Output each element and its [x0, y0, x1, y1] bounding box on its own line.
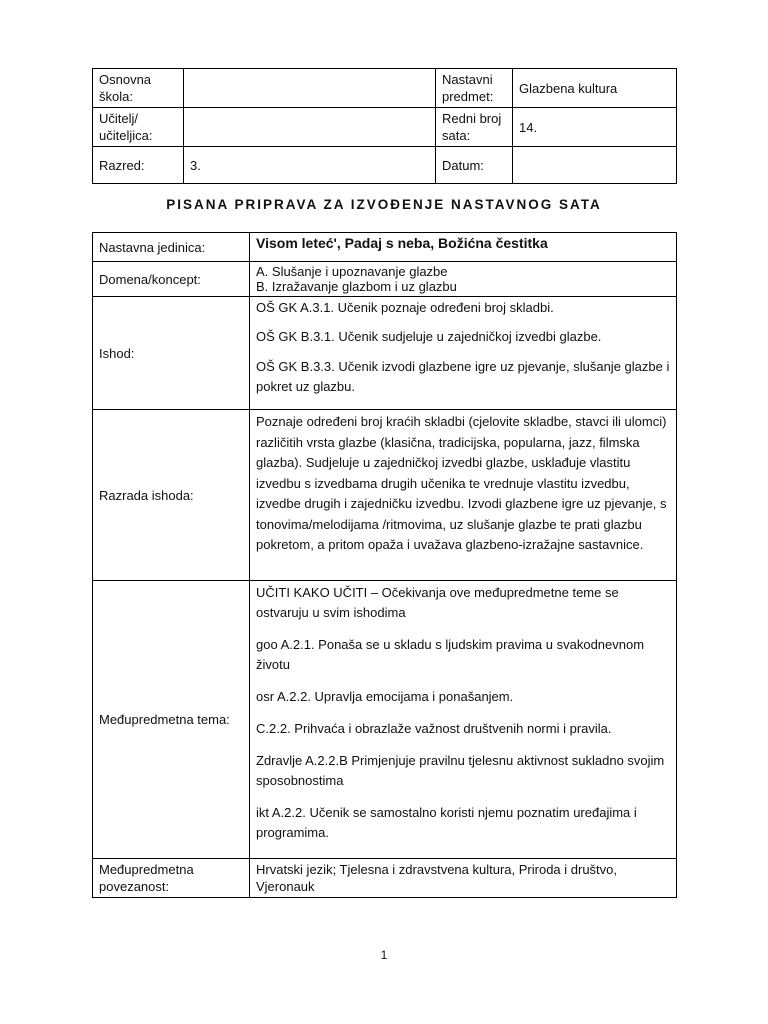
elaboration-label: Razrada ishoda: — [93, 410, 250, 581]
row-domain — [93, 262, 677, 297]
teacher-label: Učitelj/ učiteljica: — [93, 108, 184, 147]
outcome-item: OŠ GK B.3.3. Učenik izvodi glazbene igre uz pjevanje, slušanje glazbe i pokret uz glazbu. — [256, 359, 670, 394]
correlation-value: Hrvatski jezik; Tjelesna i zdravstvena kultura, Priroda i društvo, Vjeronauk — [250, 859, 677, 898]
header-row-school — [93, 69, 677, 108]
row-unit — [93, 233, 677, 262]
row-correlation — [93, 859, 677, 898]
outcome-item: OŠ GK B.3.1. Učenik sudjeluje u zajedničkoj izvedbi glazbe. — [256, 329, 602, 344]
date-label: Datum: — [436, 147, 513, 184]
teacher-value — [184, 108, 436, 147]
lesson-header-table — [92, 68, 677, 184]
grade-value: 3. — [184, 147, 436, 184]
lesson-number-value: 14. — [513, 108, 677, 147]
outcome-value — [250, 297, 677, 410]
outcome-item: OŠ GK A.3.1. Učenik poznaje određeni broj skladbi. — [256, 300, 554, 315]
unit-value — [250, 233, 677, 262]
outcome-label: Ishod: — [93, 297, 250, 410]
cross-curricular-item: C.2.2. Prihvaća i obrazlaže važnost društvenih normi i pravila. — [256, 721, 612, 736]
lesson-plan-table — [92, 232, 677, 898]
unit-label: Nastavna jedinica: — [93, 233, 250, 262]
subject-value: Glazbena kultura — [513, 69, 677, 108]
domain-line: A. Slušanje i upoznavanje glazbe — [256, 264, 448, 279]
page-number: 1 — [380, 948, 388, 962]
domain-value — [250, 262, 677, 297]
cross-curricular-item: osr A.2.2. Upravlja emocijama i ponašanjem. — [256, 689, 514, 704]
cross-curricular-item: ikt A.2.2. Učenik se samostalno koristi njemu poznatim uređajima i programima. — [256, 805, 637, 840]
cross-curricular-item: goo A.2.1. Ponaša se u skladu s ljudskim pravima u svakodnevnom životu — [256, 637, 645, 672]
cross-curricular-label: Međupredmetna tema: — [93, 581, 250, 859]
lesson-number-label: Redni broj sata: — [436, 108, 513, 147]
school-label: Osnovna škola: — [93, 69, 184, 108]
header-row-teacher — [93, 108, 677, 147]
grade-label: Razred: — [93, 147, 184, 184]
domain-line: B. Izražavanje glazbom i uz glazbu — [256, 279, 457, 294]
cross-curricular-item: UČITI KAKO UČITI – Očekivanja ove međupredmetne teme se ostvaruju u svim ishodima — [256, 585, 619, 620]
subject-label: Nastavni predmet: — [436, 69, 513, 108]
header-row-grade — [93, 147, 677, 184]
cross-curricular-value — [250, 581, 677, 859]
school-value — [184, 69, 436, 108]
cross-curricular-item: Zdravlje A.2.2.B Primjenjuje pravilnu tjelesnu aktivnost sukladno svojim sposobnostima — [256, 753, 665, 788]
row-outcome — [93, 297, 677, 410]
domain-label: Domena/koncept: — [93, 262, 250, 297]
date-value — [513, 147, 677, 184]
unit-title: Visom leteć', Padaj s neba, Božićna čestitka — [256, 235, 548, 251]
row-cross-curricular — [93, 581, 677, 859]
elaboration-value: Poznaje određeni broj kraćih skladbi (cjelovite skladbe, stavci ili ulomci) različitih vrsta glazbe (klasična, tradicijska, popularna, jazz, filmska glazba). Sudjeluje u zajedničkoj izvedbi glazbe, usklađuje vlastitu izvedbu s izvedbama drugih učenika te vrednuje vlastitu izvedbu, izvedbe drugih i zajedničku izvedbu. Izvodi glazbene igre uz pjevanje, s tonovima/melodijama /ritmovima, uz slušanje glazbe te prati glazbu pokretom, a pritom opaža i uvažava glazbeno-izražajne sastavnice. — [250, 410, 677, 581]
row-elaboration — [93, 410, 677, 581]
correlation-label: Međupredmetna povezanost: — [93, 859, 250, 898]
document-title: PISANA PRIPRAVA ZA IZVOĐENJE NASTAVNOG SATA — [166, 197, 602, 212]
